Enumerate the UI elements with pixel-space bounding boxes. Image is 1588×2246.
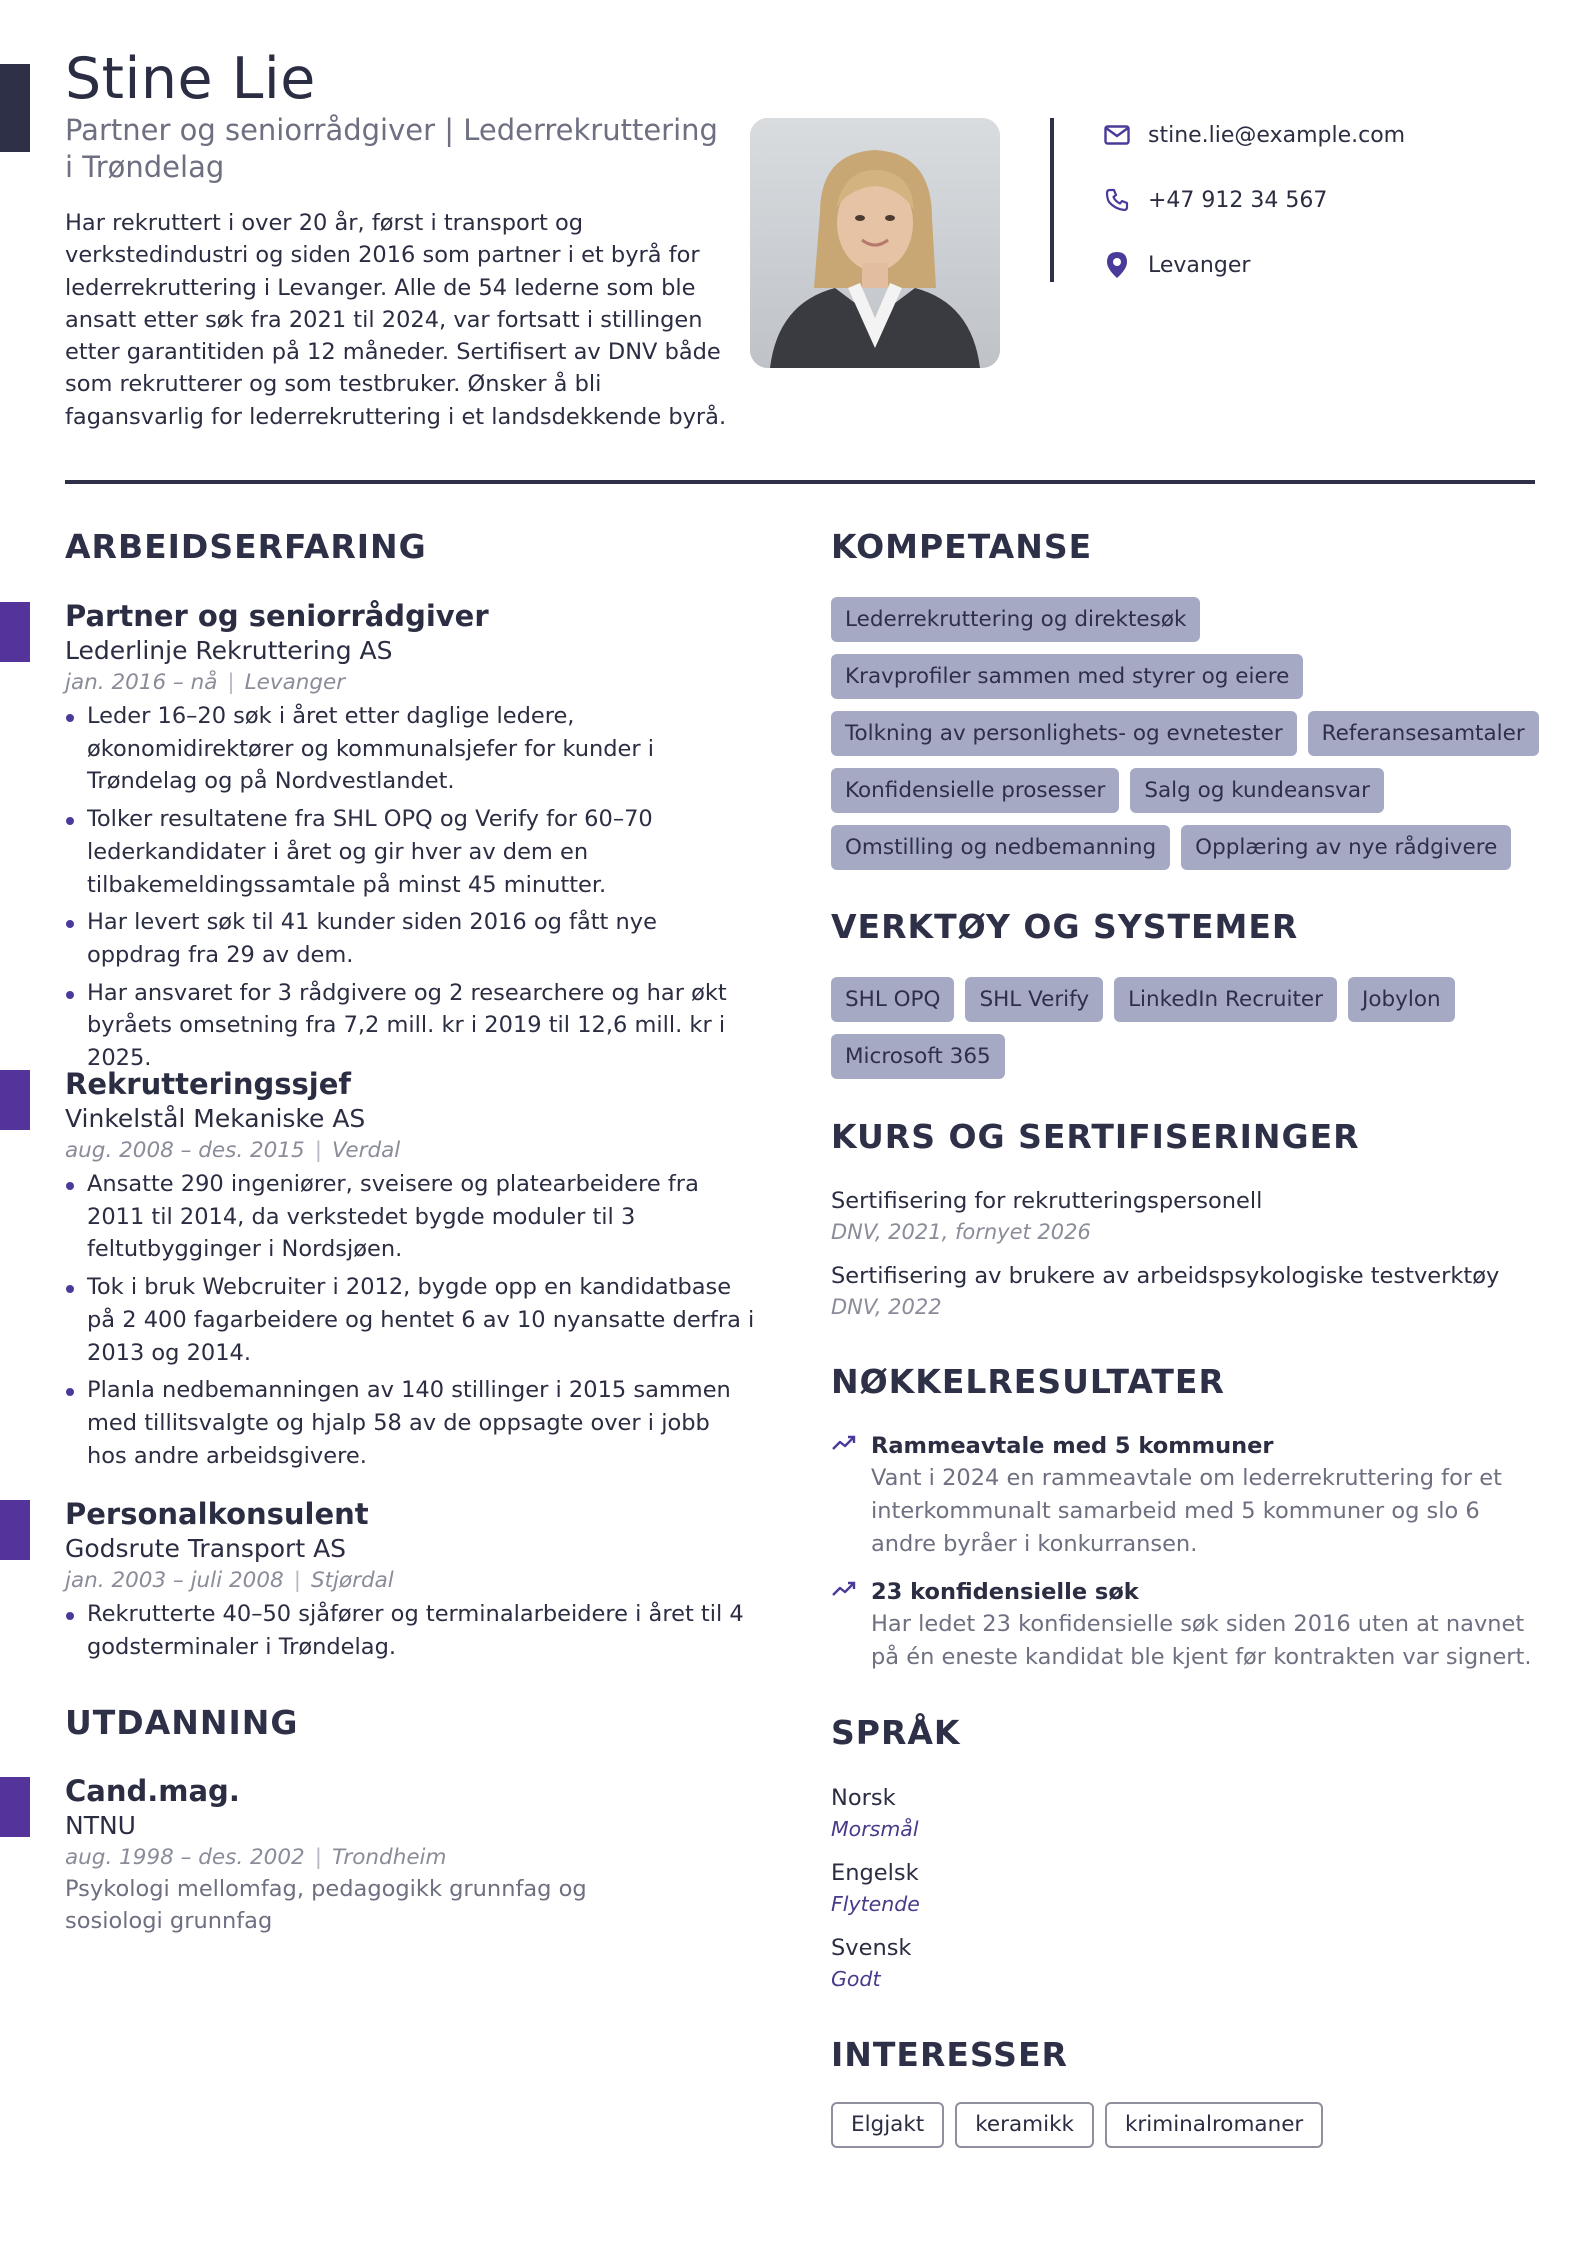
profile-summary: Har rekruttert i over 20 år, først i transport og verkstedindustri og siden 2016 som partner i et byrå for lederrekruttering i Levanger. Alle de 54 lederne som ble ansatt etter søk fra 2021 til 2024, var fortsatt i stillingen etter garantitiden på 12 måneder. Sertifisert av DNV både som rekrutterer og som testbruker. Ønsker å bli fagansvarlig for lederrekruttering i et landsdekkende byrå. <box>65 210 727 430</box>
job-company: Godsrute Transport AS <box>65 1534 347 1563</box>
job-title: Partner og seniorrådgiver <box>65 599 489 633</box>
course-entry <box>831 1260 1531 1322</box>
skills-heading: KOMPETANSE <box>831 527 1093 566</box>
job-meta: jan. 2003 – juli 2008 | Stjørdal <box>65 1568 394 1593</box>
bullet-item: Rekrutterte 40–50 sjåfører og terminalarbeidere i året til 4 godsterminaler i Trøndelag. <box>65 1598 755 1663</box>
bullet-item: Har ansvaret for 3 rådgivere og 2 researchere og har økt byråets omsetning fra 7,2 mill. kr i 2019 til 12,6 mill. kr i 2025. <box>65 977 755 1075</box>
profile-photo <box>750 118 1000 368</box>
language-entry <box>831 1857 920 1919</box>
skill-chip: Salg og kundeansvar <box>1130 768 1384 813</box>
language-name: Norsk <box>831 1785 896 1811</box>
skill-chip: Opplæring av nye rådgivere <box>1181 825 1511 870</box>
skill-chip: Konfidensielle prosesser <box>831 768 1119 813</box>
language-name: Engelsk <box>831 1860 919 1886</box>
language-entry <box>831 1782 919 1844</box>
job-accent-bar <box>0 602 30 662</box>
job-place: Verdal <box>331 1138 401 1163</box>
education-meta: aug. 1998 – des. 2002 | Trondheim <box>65 1845 447 1870</box>
header-accent-bar <box>0 64 30 152</box>
job-place: Stjørdal <box>310 1568 394 1593</box>
degree-title: Cand.mag. <box>65 1774 240 1808</box>
skill-chip: Omstilling og nedbemanning <box>831 825 1170 870</box>
skill-chip: Tolkning av personlighets- og evnetester <box>831 711 1297 756</box>
course-name: Sertifisering for rekrutteringspersonell <box>831 1188 1263 1214</box>
trending-up-icon <box>831 1576 871 1674</box>
result-entry <box>831 1576 1551 1674</box>
language-level: Godt <box>831 1967 881 1991</box>
education-entry <box>65 1773 755 1937</box>
language-level: Flytende <box>831 1892 920 1916</box>
job-meta: jan. 2016 – nå | Levanger <box>65 670 346 695</box>
results-heading: NØKKELRESULTATER <box>831 1362 1225 1401</box>
job-period: aug. 2008 – des. 2015 <box>65 1138 305 1163</box>
course-entry <box>831 1185 1531 1247</box>
job-period: jan. 2003 – juli 2008 <box>65 1568 284 1593</box>
interest-chip: keramikk <box>955 2102 1094 2148</box>
result-title: 23 konfidensielle søk <box>871 1579 1139 1605</box>
job-entry <box>65 1496 755 1668</box>
bullet-item: Leder 16–20 søk i året etter daglige ledere, økonomidirektører og kommunalsjefer for kunder i Trøndelag og på Nordvestlandet. <box>65 700 755 798</box>
bullet-item: Har levert søk til 41 kunder siden 2016 og fått nye oppdrag fra 29 av dem. <box>65 906 755 971</box>
job-company: Vinkelstål Mekaniske AS <box>65 1104 366 1133</box>
tool-chip: SHL OPQ <box>831 977 954 1022</box>
portrait-image <box>750 118 1000 368</box>
job-bullets <box>65 700 755 1075</box>
education-period: aug. 1998 – des. 2002 <box>65 1845 305 1870</box>
contact-email[interactable] <box>1100 118 1405 152</box>
language-level: Morsmål <box>831 1817 919 1841</box>
result-title: Rammeavtale med 5 kommuner <box>871 1433 1274 1459</box>
languages-heading: SPRÅK <box>831 1713 961 1752</box>
tools-heading: VERKTØY OG SYSTEMER <box>831 907 1299 946</box>
result-description: Vant i 2024 en rammeavtale om lederrekruttering for et interkommunalt samarbeid med 5 kommuner og slo 6 andre byråer i konkurransen. <box>871 1465 1502 1557</box>
email-text: stine.lie@example.com <box>1148 122 1406 148</box>
job-period: jan. 2016 – nå <box>65 670 218 695</box>
school-name: NTNU <box>65 1811 136 1840</box>
education-accent-bar <box>0 1777 30 1837</box>
headline: Partner og seniorrådgiver | Lederrekruttering i Trøndelag <box>65 113 718 184</box>
phone-icon <box>1100 183 1134 217</box>
job-title: Personalkonsulent <box>65 1497 369 1531</box>
language-entry <box>831 1932 911 1994</box>
mail-icon <box>1100 118 1134 152</box>
trending-up-icon <box>831 1430 871 1561</box>
job-meta: aug. 2008 – des. 2015 | Verdal <box>65 1138 401 1163</box>
contact-location <box>1100 248 1250 282</box>
location-pin-icon <box>1100 248 1134 282</box>
location-text: Levanger <box>1148 252 1251 278</box>
course-meta: DNV, 2021, fornyet 2026 <box>831 1220 1091 1244</box>
skills-list <box>831 597 1551 882</box>
bullet-item: Tok i bruk Webcruiter i 2012, bygde opp en kandidatbase på 2 400 fagarbeidere og hentet 6 av 10 nyansatte derfra i 2013 og 2014. <box>65 1271 755 1369</box>
language-name: Svensk <box>831 1935 912 1961</box>
job-accent-bar <box>0 1500 30 1560</box>
job-bullets <box>65 1598 755 1663</box>
phone-text: +47 912 34 567 <box>1148 187 1328 213</box>
interest-chip: kriminalromaner <box>1105 2102 1323 2148</box>
course-meta: DNV, 2022 <box>831 1295 942 1319</box>
interests-list <box>831 2102 1551 2160</box>
job-company: Lederlinje Rekruttering AS <box>65 636 393 665</box>
bullet-item: Ansatte 290 ingeniører, sveisere og platearbeidere fra 2011 til 2014, da verkstedet bygde moduler til 3 feltutbygginger i Nordsjøen. <box>65 1168 755 1266</box>
result-entry <box>831 1430 1551 1561</box>
tool-chip: SHL Verify <box>965 977 1103 1022</box>
candidate-name: Stine Lie <box>65 46 316 112</box>
job-bullets <box>65 1168 755 1472</box>
skill-chip: Lederrekruttering og direktesøk <box>831 597 1200 642</box>
courses-heading: KURS OG SERTIFISERINGER <box>831 1117 1360 1156</box>
education-note: Psykologi mellomfag, pedagogikk grunnfag og sosiologi grunnfag <box>65 1876 587 1934</box>
job-entry <box>65 1066 755 1477</box>
job-place: Levanger <box>244 670 346 695</box>
result-description: Har ledet 23 konfidensielle søk siden 2016 uten at navnet på én eneste kandidat ble kjent før kontrakten var signert. <box>871 1611 1532 1670</box>
header-divider <box>65 480 1535 484</box>
education-heading: UTDANNING <box>65 1703 299 1742</box>
job-entry <box>65 598 755 1080</box>
experience-heading: ARBEIDSERFARING <box>65 527 427 566</box>
tools-list <box>831 977 1551 1091</box>
job-accent-bar <box>0 1070 30 1130</box>
tool-chip: LinkedIn Recruiter <box>1114 977 1337 1022</box>
bullet-item: Planla nedbemanningen av 140 stillinger i 2015 sammen med tillitsvalgte og hjalp 58 av de oppsagte over i jobb hos andre arbeidsgivere. <box>65 1374 755 1472</box>
bullet-item: Tolker resultatene fra SHL OPQ og Verify for 60–70 lederkandidater i året og gir hver av dem en tilbakemeldingssamtale på minst 45 minutter. <box>65 803 755 901</box>
interest-chip: Elgjakt <box>831 2102 944 2148</box>
interests-heading: INTERESSER <box>831 2035 1068 2074</box>
education-place: Trondheim <box>331 1845 447 1870</box>
skill-chip: Referansesamtaler <box>1308 711 1539 756</box>
tool-chip: Microsoft 365 <box>831 1034 1005 1079</box>
tool-chip: Jobylon <box>1348 977 1455 1022</box>
skill-chip: Kravprofiler sammen med styrer og eiere <box>831 654 1303 699</box>
job-title: Rekrutteringssjef <box>65 1067 352 1101</box>
contact-phone[interactable] <box>1100 183 1327 217</box>
contact-divider <box>1050 118 1054 282</box>
course-name: Sertifisering av brukere av arbeidspsykologiske testverktøy <box>831 1263 1500 1289</box>
